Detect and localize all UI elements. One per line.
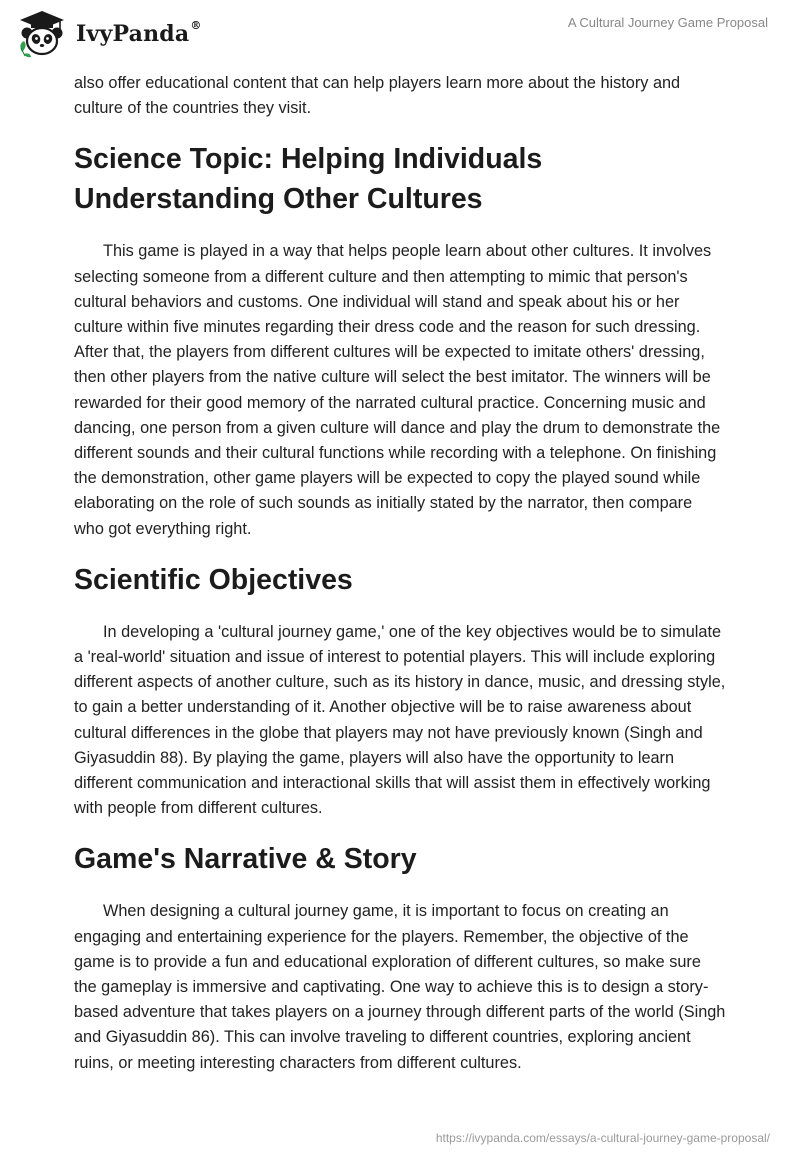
section-heading: Game's Narrative & Story: [74, 843, 417, 876]
section-paragraph: In developing a 'cultural journey game,' one of the key objectives would be to simulate a 'real-world' situation and issue of interest to potential players. This will include exploring different aspects of another culture, such as its history in dance, music, and dressing style, to gain a better understanding of it. Another objective will be to raise awareness about cultural differences in the globe that players may not have previously known (Singh and Giyasuddin 88). By playing the game, players will also have the opportunity to learn different communication and interactional skills that will assist them in effectively working with people from different cultures.: [74, 622, 726, 818]
section-paragraph: When designing a cultural journey game, it is important to focus on creating an engaging and entertaining experience for the players. Remember, the objective of the game is to provide a fun and educational exploration of different cultures, so make sure the gameplay is immersive and captivating. One way to achieve this is to design a story-based adventure that takes players on a journey through different parts of the world (Singh and Giyasuddin 86). This can involve traveling to different countries, exploring ancient ruins, or meeting interesting characters from different cultures.: [74, 902, 726, 1072]
section-paragraph: This game is played in a way that helps people learn about other cultures. It involves selecting someone from a different culture and then attempting to mimic that person's cultural behaviors and customs. One individual will stand and speak about his or her culture within five minutes regarding their dress code and the reason for such dressing. After that, the players from different cultures will be expected to imitate others' dressing, then other players from the native culture will select the best imitator. The winners will be rewarded for their good memory of the narrated cultural practice. Concerning music and dancing, one person from a given culture will dance and play the drum to demonstrate the different sounds and their cultural functions while recording with a telephone. On finishing the demonstration, other game players will be expected to copy the played sound while elaborating on the role of such sounds as initially stated by the narrator, then compare who got everything right.: [74, 242, 721, 538]
page-header: [0, 0, 800, 70]
panda-graduate-icon: [16, 8, 68, 60]
document-title: A Cultural Journey Game Proposal: [567, 15, 768, 30]
registered-mark: ®: [190, 19, 202, 32]
source-url-link[interactable]: https://ivypanda.com/essays/a-cultural-journey-game-proposal/: [435, 1131, 770, 1145]
section-heading: Scientific Objectives: [74, 563, 353, 596]
intro-paragraph: also offer educational content that can help players learn more about the history and culture of the countries they visit.: [74, 74, 681, 118]
brand-name: IvyPanda®: [76, 19, 202, 47]
brand-logo[interactable]: [16, 8, 202, 60]
section-heading: Science Topic: Helping Individuals Understanding Other Cultures: [74, 143, 543, 216]
essay-body: [74, 71, 726, 1076]
